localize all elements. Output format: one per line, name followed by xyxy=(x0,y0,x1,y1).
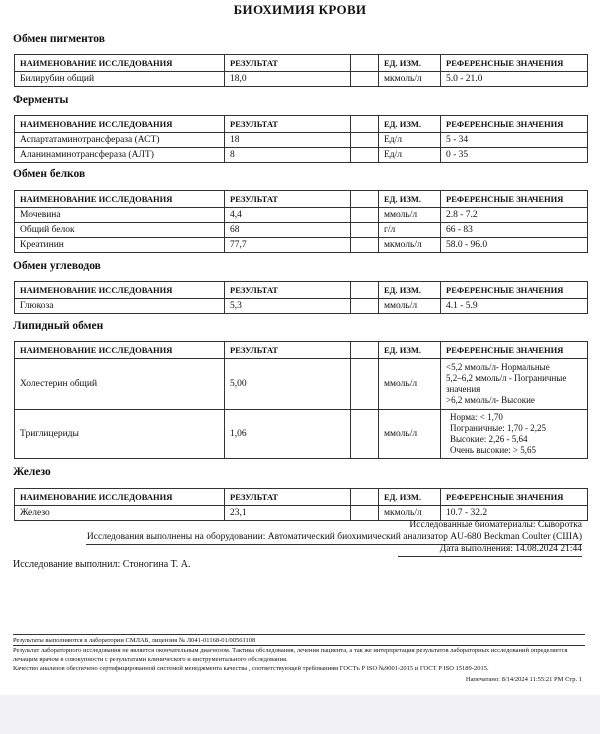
header-ref: РЕФЕРЕНСНЫЕ ЗНАЧЕНИЯ xyxy=(441,342,588,359)
test-ref: 66 - 83 xyxy=(441,223,588,238)
test-ref: 0 - 35 xyxy=(441,148,588,163)
date-done: Дата выполнения: 14.08.2024 21:44 xyxy=(439,544,582,554)
test-ref: 5 - 34 xyxy=(441,133,588,148)
empty-cell xyxy=(351,223,379,238)
table-row xyxy=(15,223,588,238)
header-unit: ЕД. ИЗМ. xyxy=(379,191,441,208)
header-name: НАИМЕНОВАНИЕ ИССЛЕДОВАНИЯ xyxy=(15,116,225,133)
header-empty xyxy=(351,191,379,208)
header-name: НАИМЕНОВАНИЕ ИССЛЕДОВАНИЯ xyxy=(15,282,225,299)
header-name: НАИМЕНОВАНИЕ ИССЛЕДОВАНИЯ xyxy=(15,191,225,208)
table-header-row xyxy=(15,55,588,72)
test-name: Аспартатаминотрансфераза (АСТ) xyxy=(15,133,225,148)
lipids-table xyxy=(14,341,588,459)
header-unit: ЕД. ИЗМ. xyxy=(379,55,441,72)
empty-cell xyxy=(351,410,379,459)
test-ref-multiline xyxy=(441,410,588,459)
footer-divider xyxy=(13,634,585,635)
ref-line: 5,2–6,2 ммоль/л - Пограничные значения xyxy=(446,373,567,394)
table-row xyxy=(15,72,588,87)
empty-cell xyxy=(351,133,379,148)
enzymes-table xyxy=(14,115,588,163)
empty-cell xyxy=(351,359,379,410)
header-result: РЕЗУЛЬТАТ xyxy=(225,342,351,359)
table-header-row xyxy=(15,489,588,506)
test-ref-multiline xyxy=(441,359,588,410)
section-title-carbohydrates: Обмен углеводов xyxy=(13,260,101,272)
header-unit: ЕД. ИЗМ. xyxy=(379,342,441,359)
table-row xyxy=(15,359,588,410)
test-ref: 10.7 - 32.2 xyxy=(441,506,588,521)
section-title-lipids: Липидный обмен xyxy=(13,320,104,332)
table-header-row xyxy=(15,342,588,359)
test-name: Глюкоза xyxy=(15,299,225,314)
header-unit: ЕД. ИЗМ. xyxy=(379,489,441,506)
footer-disclaimer: Результат лабораторного исследования не является окончательным диагнозом. Тактика обследования, лечения пациента, а так же интерпретация результатов лабораторных исследований определяется лечащим врачом в совокупности с результатами клинического и инструментального обследования. xyxy=(13,647,568,663)
test-unit: мкмоль/л xyxy=(379,238,441,253)
test-ref: 2.8 - 7.2 xyxy=(441,208,588,223)
section-title-iron: Железо xyxy=(13,466,51,478)
header-empty xyxy=(351,282,379,299)
test-name: Аланинаминотрансфераза (АЛТ) xyxy=(15,148,225,163)
ref-line: Пограничные: 1,70 - 2,25 xyxy=(450,423,546,433)
ref-line: >6,2 ммоль/л- Высокие xyxy=(446,395,535,405)
table-row xyxy=(15,238,588,253)
header-ref: РЕФЕРЕНСНЫЕ ЗНАЧЕНИЯ xyxy=(441,191,588,208)
test-unit: ммоль/л xyxy=(379,208,441,223)
header-result: РЕЗУЛЬТАТ xyxy=(225,489,351,506)
header-empty xyxy=(351,342,379,359)
test-unit: ммоль/л xyxy=(379,359,441,410)
empty-cell xyxy=(351,506,379,521)
header-ref: РЕФЕРЕНСНЫЕ ЗНАЧЕНИЯ xyxy=(441,282,588,299)
header-unit: ЕД. ИЗМ. xyxy=(379,282,441,299)
header-result: РЕЗУЛЬТАТ xyxy=(225,282,351,299)
table-row xyxy=(15,506,588,521)
proteins-table xyxy=(14,190,588,253)
ref-line: Высокие: 2,26 - 5,64 xyxy=(450,434,528,444)
table-row xyxy=(15,410,588,459)
test-result: 77,7 xyxy=(225,238,351,253)
header-unit: ЕД. ИЗМ. xyxy=(379,116,441,133)
section-title-enzymes: Ферменты xyxy=(13,94,69,106)
section-title-proteins: Обмен белков xyxy=(13,168,86,180)
test-unit: мкмоль/л xyxy=(379,506,441,521)
test-name: Билирубин общий xyxy=(15,72,225,87)
header-name: НАИМЕНОВАНИЕ ИССЛЕДОВАНИЯ xyxy=(15,55,225,72)
header-result: РЕЗУЛЬТАТ xyxy=(225,55,351,72)
test-result: 68 xyxy=(225,223,351,238)
test-result: 5,3 xyxy=(225,299,351,314)
test-ref: 5.0 - 21.0 xyxy=(441,72,588,87)
biomaterial-note: Исследованные биоматериалы: Сыворотка xyxy=(409,520,582,530)
header-empty xyxy=(351,55,379,72)
header-name: НАИМЕНОВАНИЕ ИССЛЕДОВАНИЯ xyxy=(15,342,225,359)
page-title: БИОХИМИЯ КРОВИ xyxy=(233,2,367,17)
test-unit: мкмоль/л xyxy=(379,72,441,87)
pigments-table xyxy=(14,54,588,87)
test-name: Мочевина xyxy=(15,208,225,223)
test-name: Железо xyxy=(15,506,225,521)
divider-line xyxy=(398,556,582,557)
empty-cell xyxy=(351,72,379,87)
header-empty xyxy=(351,116,379,133)
test-unit: г/л xyxy=(379,223,441,238)
printed-stamp: Напечатано: 8/14/2024 11:55:21 PM Стр. 1 xyxy=(465,676,582,683)
test-name: Триглицериды xyxy=(15,410,225,459)
table-header-row xyxy=(15,116,588,133)
ref-line: Очень высокие: > 5,65 xyxy=(450,445,536,455)
footer-quality: Качество анализов обеспечено сертифицированной системой менеджмента качества , соответствующей требованиям ГОСТъ Р ISO №9001-2015 и ГОСТ Р ISO 15189-2015. xyxy=(13,665,489,672)
empty-cell xyxy=(351,148,379,163)
header-name: НАИМЕНОВАНИЕ ИССЛЕДОВАНИЯ xyxy=(15,489,225,506)
table-row xyxy=(15,299,588,314)
iron-table xyxy=(14,488,588,521)
test-ref: 4.1 - 5.9 xyxy=(441,299,588,314)
table-row xyxy=(15,148,588,163)
test-name: Общий белок xyxy=(15,223,225,238)
test-result: 8 xyxy=(225,148,351,163)
test-result: 4,4 xyxy=(225,208,351,223)
test-ref: 58.0 - 96.0 xyxy=(441,238,588,253)
table-row xyxy=(15,208,588,223)
test-result: 18 xyxy=(225,133,351,148)
header-ref: РЕФЕРЕНСНЫЕ ЗНАЧЕНИЯ xyxy=(441,55,588,72)
test-name: Холестерин общий xyxy=(15,359,225,410)
ref-line: <5,2 ммоль/л- Нормальные xyxy=(446,362,550,372)
footer-license: Результаты выполняются в лаборатории СМЛАБ, лицензия № Л041-01168-01/00561108 xyxy=(13,637,256,644)
empty-cell xyxy=(351,238,379,253)
carbohydrates-table xyxy=(14,281,588,314)
empty-cell xyxy=(351,208,379,223)
test-result: 23,1 xyxy=(225,506,351,521)
header-result: РЕЗУЛЬТАТ xyxy=(225,191,351,208)
test-result: 5,00 xyxy=(225,359,351,410)
table-header-row xyxy=(15,282,588,299)
test-unit: ммоль/л xyxy=(379,410,441,459)
test-unit: Ед/л xyxy=(379,133,441,148)
header-ref: РЕФЕРЕНСНЫЕ ЗНАЧЕНИЯ xyxy=(441,116,588,133)
header-empty xyxy=(351,489,379,506)
header-ref: РЕФЕРЕНСНЫЕ ЗНАЧЕНИЯ xyxy=(441,489,588,506)
section-title-pigments: Обмен пигментов xyxy=(13,33,105,45)
ref-line: Норма: < 1,70 xyxy=(450,412,503,422)
header-result: РЕЗУЛЬТАТ xyxy=(225,116,351,133)
test-unit: Ед/л xyxy=(379,148,441,163)
table-header-row xyxy=(15,191,588,208)
table-row xyxy=(15,133,588,148)
executor: Исследование выполнил: Стоногина Т. А. xyxy=(13,559,191,570)
test-result: 1,06 xyxy=(225,410,351,459)
test-result: 18,0 xyxy=(225,72,351,87)
empty-cell xyxy=(351,299,379,314)
equipment-note: Исследования выполнены на оборудовании: Автоматический биохимический анализатор AU-680 Beckman Coulter (США) xyxy=(86,532,582,542)
test-unit: ммоль/л xyxy=(379,299,441,314)
test-name: Креатинин xyxy=(15,238,225,253)
